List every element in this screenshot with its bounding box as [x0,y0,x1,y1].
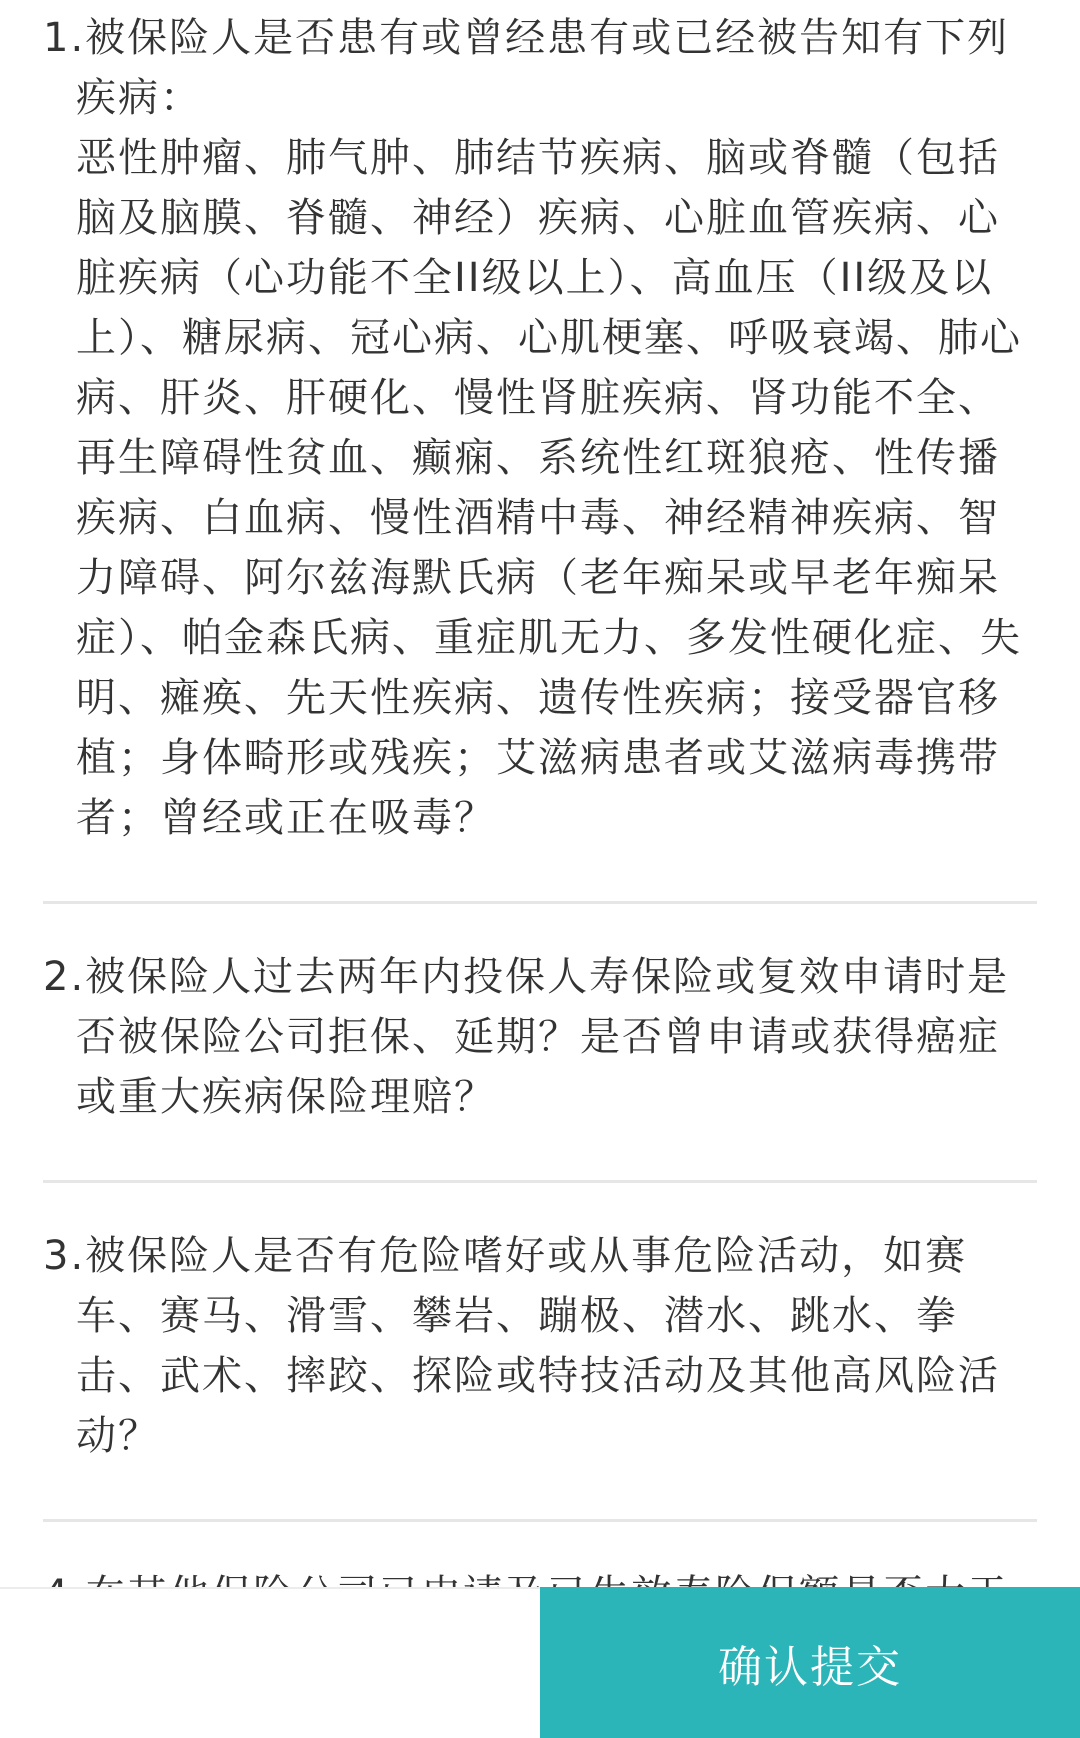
question-item-2 [43,904,1037,1183]
question-text: 2.被保险人过去两年内投保人寿保险或复效申请时是否被保险公司拒保、延期？是否曾申请或获得癌症或重大疾病保险理赔？ [43,954,1010,1120]
question-text: 1.被保险人是否患有或曾经患有或已经被告知有下列疾病： 恶性肿瘤、肺气肿、肺结节疾病、脑或脊髓（包括脑及脑膜、脊髓、神经）疾病、心脏血管疾病、心脏疾病（心功能不全II级以上）、高血压（II级及以上）、糖尿病、冠心病、心肌梗塞、呼吸衰竭、肺心病、肝炎、肝硬化、慢性肾脏疾病、肾功能不全、再生障碍性贫血、癫痫、系统性红斑狼疮、性传播疾病、白血病、慢性酒精中毒、神经精神疾病、智力障碍、阿尔兹海默氏病（老年痴呆或早老年痴呆症）、帕金森氏病、重症肌无力、多发性硬化症、失明、瘫痪、先天性疾病、遗传性疾病；接受器官移植；身体畸形或残疾；艾滋病患者或艾滋病毒携带者；曾经或正在吸毒？ [43,15,1022,841]
confirm-submit-button[interactable]: 确认提交 [540,1587,1080,1738]
question-text: 3.被保险人是否有危险嗜好或从事危险活动，如赛车、赛马、滑雪、攀岩、蹦极、潜水、跳水、拳击、武术、摔跤、探险或特技活动及其他高风险活动？ [43,1233,1000,1459]
footer-bar [0,1587,1080,1736]
question-item-3 [43,1183,1037,1522]
question-item-1 [43,0,1037,904]
